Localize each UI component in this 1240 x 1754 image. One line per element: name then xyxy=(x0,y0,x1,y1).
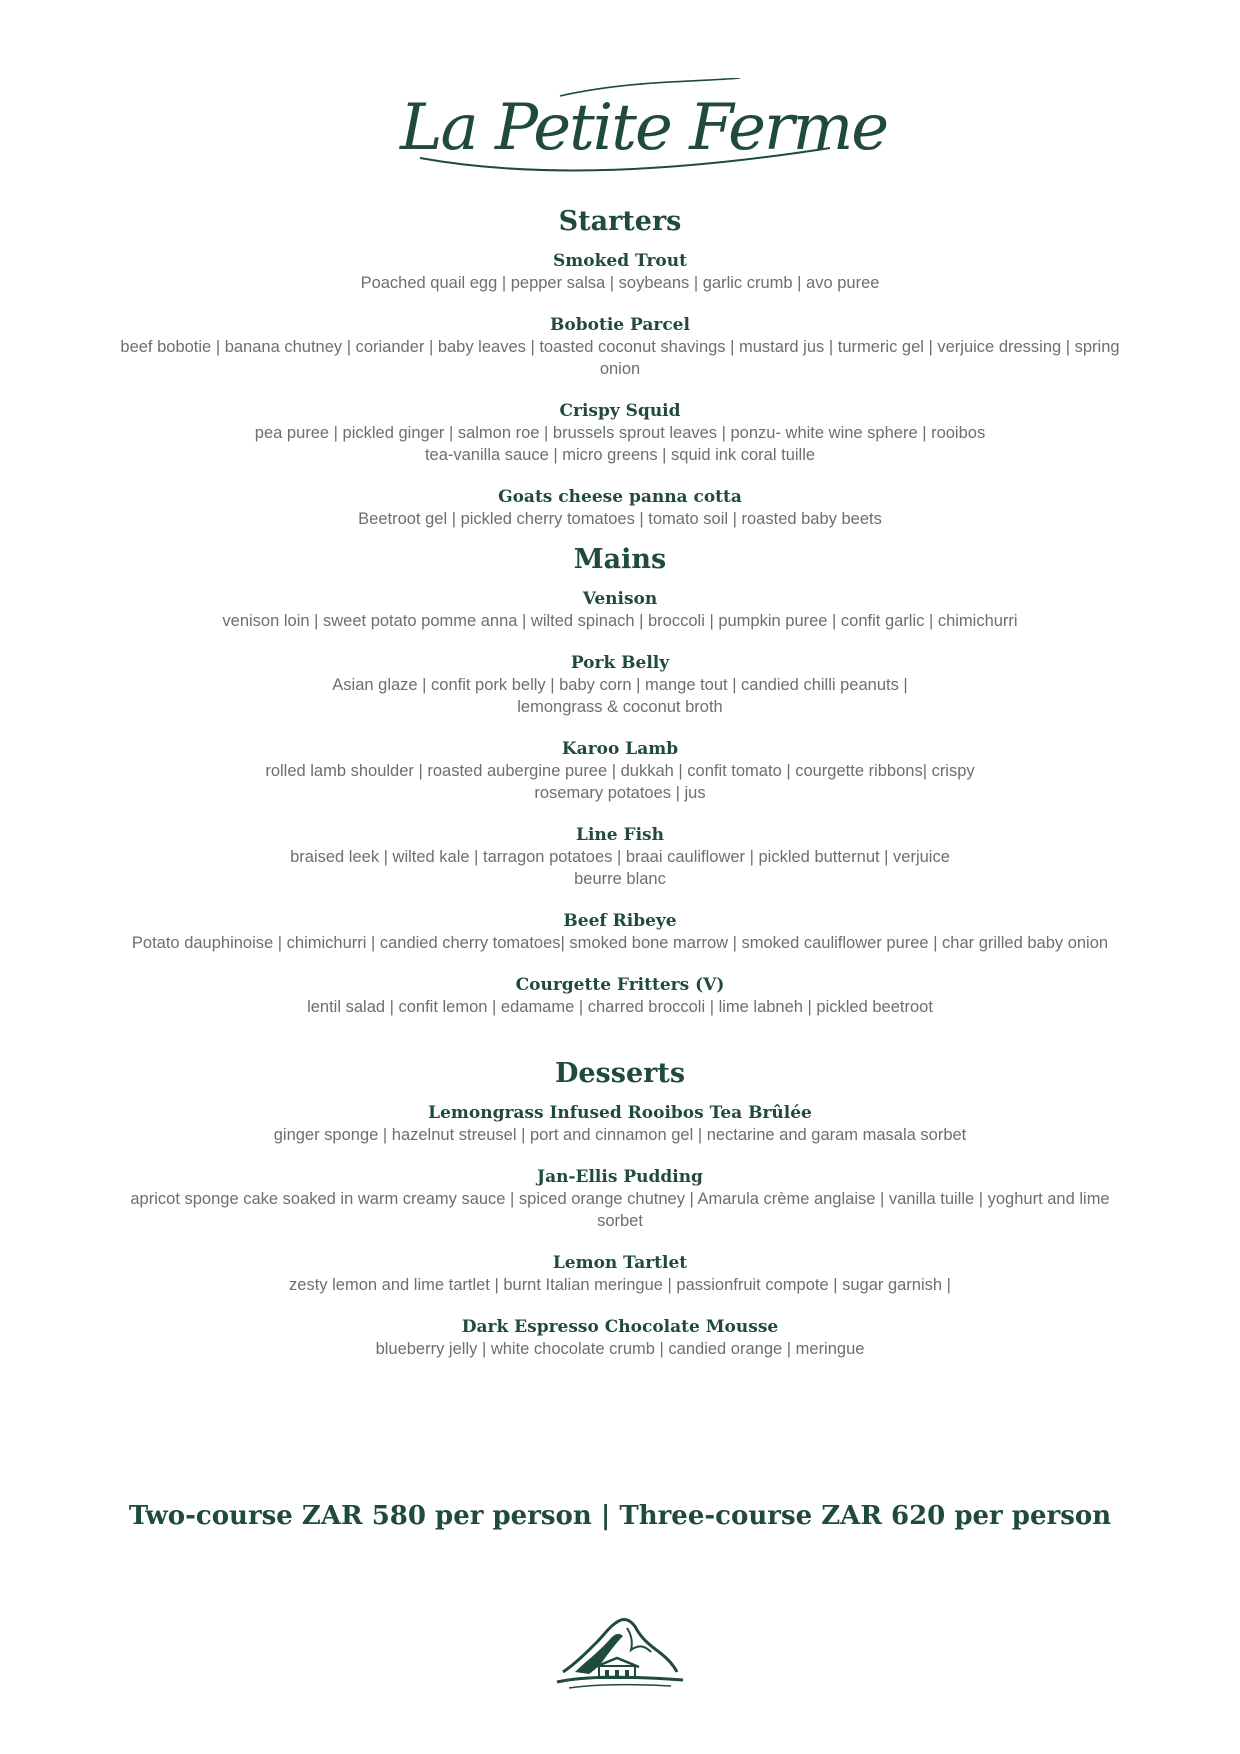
item-name: Goats cheese panna cotta xyxy=(498,487,742,507)
menu-item xyxy=(110,250,1130,294)
item-name: Dark Espresso Chocolate Mousse xyxy=(461,1317,779,1337)
brand-logo-wordmark: La Petite Ferme xyxy=(400,91,888,165)
menu-item xyxy=(110,486,1130,530)
item-description: apricot sponge cake soaked in warm creamy sauce | spiced orange chutney | Amarula crème anglaise | vanilla tuille | yoghurt and lime sorbet xyxy=(130,1190,1110,1230)
menu-item xyxy=(110,652,1130,718)
logo-flourish-icon xyxy=(400,78,888,188)
section-title-starters: Starters xyxy=(558,206,682,237)
item-name: Lemon Tartlet xyxy=(552,1253,688,1273)
brand-logo xyxy=(400,78,888,188)
section-title-mains: Mains xyxy=(573,544,667,575)
item-description: braised leek | wilted kale | tarragon potatoes | braai cauliflower | pickled butternut | verjuice beurre blanc xyxy=(290,848,950,888)
item-name: Beef Ribeye xyxy=(563,911,677,931)
menu-item xyxy=(110,1316,1130,1360)
item-description: blueberry jelly | white chocolate crumb | candied orange | meringue xyxy=(375,1340,865,1358)
section-mains xyxy=(110,542,1130,1018)
item-description: Beetroot gel | pickled cherry tomatoes | tomato soil | roasted baby beets xyxy=(358,510,882,528)
menu-item xyxy=(110,588,1130,632)
item-description: pea puree | pickled ginger | salmon roe | brussels sprout leaves | ponzu- white wine sphere | rooibos tea-vanilla sauce | micro greens | squid ink coral tuille xyxy=(254,424,986,464)
item-name: Pork Belly xyxy=(570,653,670,673)
item-name: Crispy Squid xyxy=(559,401,681,421)
menu-item xyxy=(110,824,1130,890)
item-name: Courgette Fritters (V) xyxy=(515,975,725,995)
item-name: Karoo Lamb xyxy=(561,739,679,759)
menu-content xyxy=(110,204,1130,1380)
menu-item xyxy=(110,974,1130,1018)
item-description: venison loin | sweet potato pomme anna | wilted spinach | broccoli | pumpkin puree | confit garlic | chimichurri xyxy=(222,612,1018,630)
menu-item xyxy=(110,738,1130,804)
item-name: Bobotie Parcel xyxy=(550,315,690,335)
section-title-desserts: Desserts xyxy=(554,1058,686,1089)
item-name: Lemongrass Infused Rooibos Tea Brûlée xyxy=(428,1103,812,1123)
section-starters xyxy=(110,204,1130,530)
item-description: beef bobotie | banana chutney | coriander | baby leaves | toasted coconut shavings | mustard jus | turmeric gel | verjuice dressing | spring onion xyxy=(120,338,1120,378)
section-desserts xyxy=(110,1056,1130,1360)
item-description: rolled lamb shoulder | roasted aubergine puree | dukkah | confit tomato | courgette ribbons| crispy rosemary potatoes | jus xyxy=(265,762,975,802)
item-name: Venison xyxy=(582,589,658,609)
item-description: lentil salad | confit lemon | edamame | charred broccoli | lime labneh | pickled beetroot xyxy=(307,998,933,1016)
menu-item xyxy=(110,314,1130,380)
menu-item xyxy=(110,910,1130,954)
item-name: Line Fish xyxy=(576,825,664,845)
pricing-line: Two-course ZAR 580 per person | Three-course ZAR 620 per person xyxy=(128,1501,1112,1531)
item-description: Asian glaze | confit pork belly | baby corn | mange tout | candied chilli peanuts | lemongrass & coconut broth xyxy=(332,676,908,716)
menu-item xyxy=(110,1102,1130,1146)
item-description: zesty lemon and lime tartlet | burnt Italian meringue | passionfruit compote | sugar garnish | xyxy=(289,1276,951,1294)
menu-item xyxy=(110,1252,1130,1296)
item-description: ginger sponge | hazelnut streusel | port and cinnamon gel | nectarine and garam masala sorbet xyxy=(273,1126,967,1144)
menu-item xyxy=(110,1166,1130,1232)
item-description: Potato dauphinoise | chimichurri | candied cherry tomatoes| smoked bone marrow | smoked cauliflower puree | char grilled baby onion xyxy=(131,934,1109,952)
item-name: Jan-Ellis Pudding xyxy=(537,1167,703,1187)
item-description: Poached quail egg | pepper salsa | soybeans | garlic crumb | avo puree xyxy=(360,274,880,292)
item-name: Smoked Trout xyxy=(553,251,687,271)
menu-item xyxy=(110,400,1130,466)
farm-mountain-emblem-icon xyxy=(555,1612,685,1692)
